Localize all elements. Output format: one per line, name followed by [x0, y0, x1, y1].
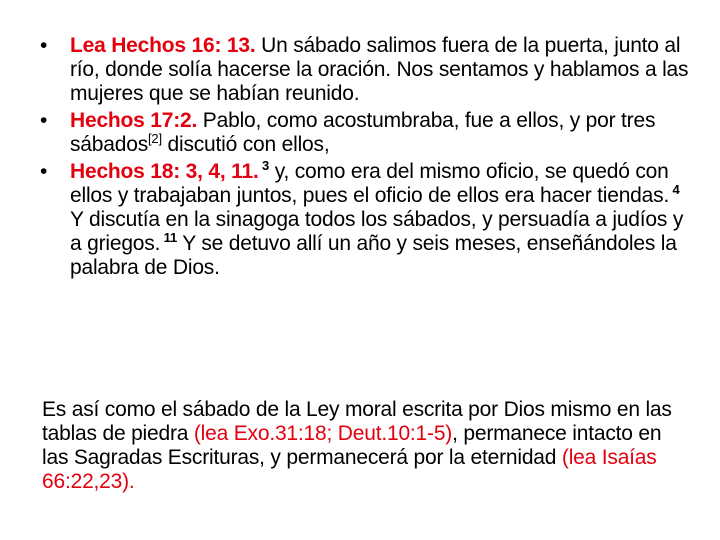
verse-text: Pablo, como acostumbraba, fue a ellos, y por tres sábados [70, 109, 656, 156]
verse-text: y, como era del mismo oficio, se quedó con ellos y trabajaban juntos, pues el oficio de ellos era hacer tiendas. [70, 160, 670, 207]
scripture-reference: Lea Hechos 16: 13. [70, 34, 256, 57]
paragraph-text: , permanece intacto en las Sagradas Escrituras, y permanecerá por la eternidad [42, 422, 662, 469]
verse-text: Un sábado salimos fuera de la puerta, junto al río, donde solía hacerse la oración. Nos sentamos y hablamos a las mujeres que se habían reunido. [70, 34, 689, 105]
scripture-reference: (lea Isaías 66:22,23). [42, 446, 657, 493]
scripture-reference: Hechos 18: 3, 4, 11. [70, 160, 259, 183]
verse-text: Y discutía en la sinagoga todos los sábados, y persuadía a judíos y a griegos. [70, 208, 684, 255]
bullet-item-hechos-16 [40, 34, 690, 106]
verse-text: Y se detuvo allí un año y seis meses, enseñándoles la palabra de Dios. [70, 232, 677, 279]
conclusion-paragraph [42, 398, 692, 494]
verse-number: 11 [160, 230, 177, 245]
bullet-icon: • [40, 34, 48, 57]
verse-text: discutió con ellos, [161, 133, 330, 156]
paragraph-text: Es así como el sábado de la Ley moral escrita por Dios mismo en las tablas de piedra [42, 398, 672, 445]
bullet-list [40, 34, 690, 283]
scripture-reference: Hechos 17:2. [70, 109, 198, 132]
verse-number: 3 [258, 158, 270, 173]
bullet-item-hechos-18 [40, 160, 690, 280]
bullet-icon: • [40, 109, 48, 132]
scripture-reference: (lea Exo.31:18; Deut.10:1-5) [193, 422, 453, 445]
bullet-icon: • [40, 160, 48, 183]
verse-number: 4 [669, 182, 680, 197]
footnote-marker: [2] [148, 131, 162, 146]
bullet-item-hechos-17 [40, 109, 690, 157]
